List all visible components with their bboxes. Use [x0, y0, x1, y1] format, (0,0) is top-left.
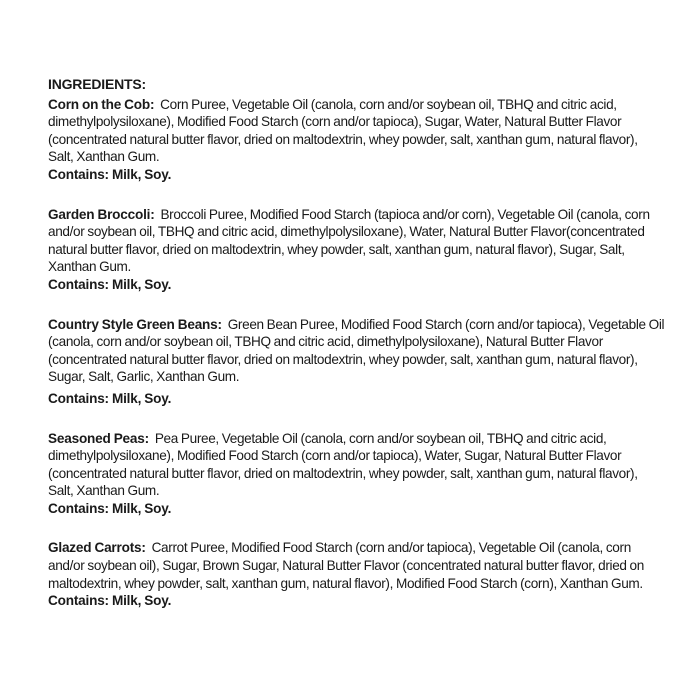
ingredient-list: Carrot Puree, Modified Food Starch (corn and/or tapioca), Vegetable Oil (canola, corn and/or soybean oil), Sugar, Brown Sugar, Natural Butter Flavor (concentrated natural butter flavor, dried on maltodextrin, whey powder, salt, xanthan gum, natural flavor), Modified Food Starch (corn), Xanthan Gum.	[48, 540, 644, 591]
product-name: Garden Broccoli:	[48, 206, 155, 222]
section-body	[48, 316, 666, 386]
section-body	[48, 206, 666, 276]
section-corn-on-the-cob	[48, 96, 666, 184]
ingredients-heading: INGREDIENTS:	[48, 76, 146, 92]
ingredient-list: Corn Puree, Vegetable Oil (canola, corn and/or soybean oil, TBHQ and citric acid, dimethylpolysiloxane), Modified Food Starch (corn and/or tapioca), Sugar, Water, Natural Butter Flavor (concentrated natural butter flavor, dried on maltodextrin, whey powder, salt, xanthan gum, natural flavor), Salt, Xanthan Gum.	[48, 96, 638, 165]
ingredient-list: Green Bean Puree, Modified Food Starch (corn and/or tapioca), Vegetable Oil (canola, corn and/or soybean oil, TBHQ and citric acid, dimethylpolysiloxane), Natural Butter Flavor (concentrated natural butter flavor, dried on maltodextrin, whey powder, salt, xanthan gum, natural flavor), Sugar, Salt, Garlic, Xanthan Gum.	[48, 316, 665, 385]
section-body	[48, 539, 666, 592]
section-garden-broccoli	[48, 206, 666, 294]
ingredient-list: Pea Puree, Vegetable Oil (canola, corn and/or soybean oil, TBHQ and citric acid, dimethylpolysiloxane), Modified Food Starch (corn and/or tapioca), Water, Sugar, Natural Butter Flavor (concentrated natural butter flavor, dried on maltodextrin, whey powder, salt, xanthan gum, natural flavor), Salt, Xanthan Gum.	[48, 430, 638, 499]
allergen-statement: Contains: Milk, Soy.	[48, 593, 172, 609]
section-country-style-green-beans	[48, 316, 666, 408]
product-name: Country Style Green Beans:	[48, 316, 222, 332]
section-glazed-carrots	[48, 539, 666, 609]
section-body	[48, 96, 666, 166]
section-body	[48, 430, 666, 500]
allergen-statement: Contains: Milk, Soy.	[48, 500, 172, 516]
section-seasoned-peas	[48, 430, 666, 518]
product-name: Corn on the Cob:	[48, 96, 155, 112]
allergen-statement: Contains: Milk, Soy.	[48, 166, 172, 182]
allergen-statement: Contains: Milk, Soy.	[48, 390, 172, 406]
ingredient-list: Broccoli Puree, Modified Food Starch (tapioca and/or corn), Vegetable Oil (canola, corn and/or soybean oil, TBHQ and citric acid, dimethylpolysiloxane), Water, Natural Butter Flavor(concentrated natural butter flavor, dried on maltodextrin, whey powder, salt, xanthan gum, natural flavor), Sugar, Salt, Xanthan Gum.	[48, 206, 650, 275]
product-name: Glazed Carrots:	[48, 540, 146, 556]
product-name: Seasoned Peas:	[48, 430, 149, 446]
allergen-statement: Contains: Milk, Soy.	[48, 276, 172, 292]
